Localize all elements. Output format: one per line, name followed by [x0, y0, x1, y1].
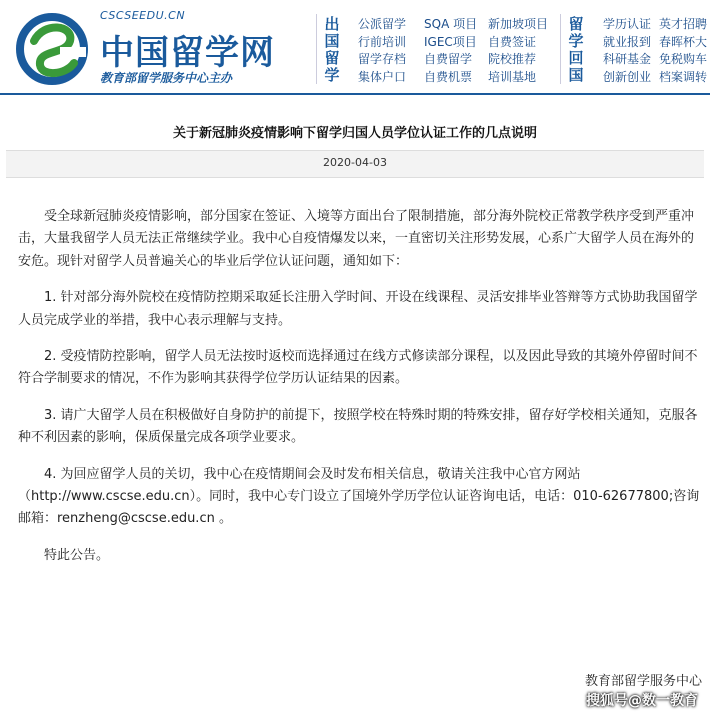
- article-paragraph: 受全球新冠肺炎疫情影响，部分国家在签证、入境等方面出台了限制措施，部分海外院校正常教学秩序受到严重冲击，大量我留学人员无法正常继续学业。我中心自疫情爆发以来，一直密切关注形势发展，心系广大留学人员在海外的安危。现针对留学人员普遍关心的毕业后学位认证问题，通知如下：: [18, 209, 695, 269]
- article-paragraph: 3. 请广大留学人员在积极做好自身防护的前提下，按照学校在特殊时期的特殊安排，留存好学校相关通知，克服各种不利因素的影响，保质保量完成各项学业要求。: [18, 407, 698, 446]
- nav-link[interactable]: 院校推荐: [488, 52, 537, 66]
- article-signature: 教育部留学服务中心: [584, 674, 702, 689]
- article-body: [18, 206, 704, 581]
- nav-link[interactable]: 科研基金: [603, 52, 652, 66]
- header-divider: [0, 93, 710, 95]
- site-header: [0, 0, 710, 93]
- nav-link[interactable]: 新加坡项目: [488, 17, 549, 31]
- logo-title: 中国留学网: [100, 33, 275, 73]
- article-paragraph: 4. 为回应留学人员的关切，我中心在疫情期间会及时发布相关信息，敬请关注我中心官方网站（http://www.cscse.edu.cn）。同时，我中心专门设立了国境外学历学位认证咨询电话，电话：010-62677800;咨询邮箱：renzheng@cscse.edu.cn 。: [18, 466, 700, 527]
- nav-link[interactable]: 培训基地: [488, 69, 537, 84]
- article-paragraph: 2. 受疫情防控影响，留学人员无法按时返校而选择通过在线方式修读部分课程，以及因此导致的其境外停留时间不符合学制要求的情况，不作为影响其获得学位学历认证结果的因素。: [18, 349, 698, 387]
- nav-link[interactable]: 就业报到: [603, 34, 652, 49]
- nav-link[interactable]: 集体户口: [358, 69, 407, 84]
- nav-link[interactable]: 自费留学: [424, 52, 473, 66]
- nav-link[interactable]: SQA 项目: [424, 17, 478, 31]
- article-title: 关于新冠肺炎疫情影响下留学归国人员学位认证工作的几点说明: [172, 126, 537, 141]
- logo-domain: CSCSEEDU.CN: [100, 9, 186, 22]
- nav-divider: [560, 14, 561, 84]
- nav-link[interactable]: 公派留学: [358, 17, 407, 31]
- nav-link[interactable]: 行前培训: [358, 34, 407, 49]
- site-logo[interactable]: [14, 7, 304, 89]
- nav-link[interactable]: 学历认证: [603, 17, 652, 31]
- article-date: 2020-04-03: [323, 156, 387, 169]
- article-paragraph: 1. 针对部分海外院校在疫情防控期采取延长注册入学时间、开设在线课程、灵活安排毕业答辩等方式协助我国留学人员完成学业的举措，我中心表示理解与支持。: [18, 290, 698, 328]
- nav-link[interactable]: IGEC项目: [424, 34, 477, 49]
- article-date-bar: [6, 150, 704, 178]
- nav-link[interactable]: 自费机票: [424, 69, 473, 84]
- article-paragraph: 特此公告。: [44, 547, 110, 563]
- nav-link[interactable]: 自费签证: [488, 34, 537, 49]
- nav-link[interactable]: 留学存档: [358, 52, 407, 66]
- nav-link[interactable]: 档案调转: [659, 69, 708, 84]
- nav-link[interactable]: 免税购车: [659, 52, 708, 66]
- nav-link[interactable]: 创新创业: [603, 69, 652, 84]
- logo-emblem-icon: [14, 11, 94, 87]
- nav-divider: [316, 14, 317, 84]
- source-watermark: 搜狐号@数一教育: [586, 693, 698, 709]
- nav-group-label-abroad: 出 国 留 学: [324, 15, 340, 84]
- nav-link[interactable]: 英才招聘: [659, 17, 708, 31]
- logo-tagline: 教育部留学服务中心主办: [100, 71, 233, 85]
- nav-link[interactable]: 春晖杯大: [659, 34, 708, 49]
- nav-group-label-return: 留 学 回 国: [568, 15, 584, 84]
- nav-group-return: [603, 16, 710, 86]
- nav-group-abroad: [358, 16, 566, 86]
